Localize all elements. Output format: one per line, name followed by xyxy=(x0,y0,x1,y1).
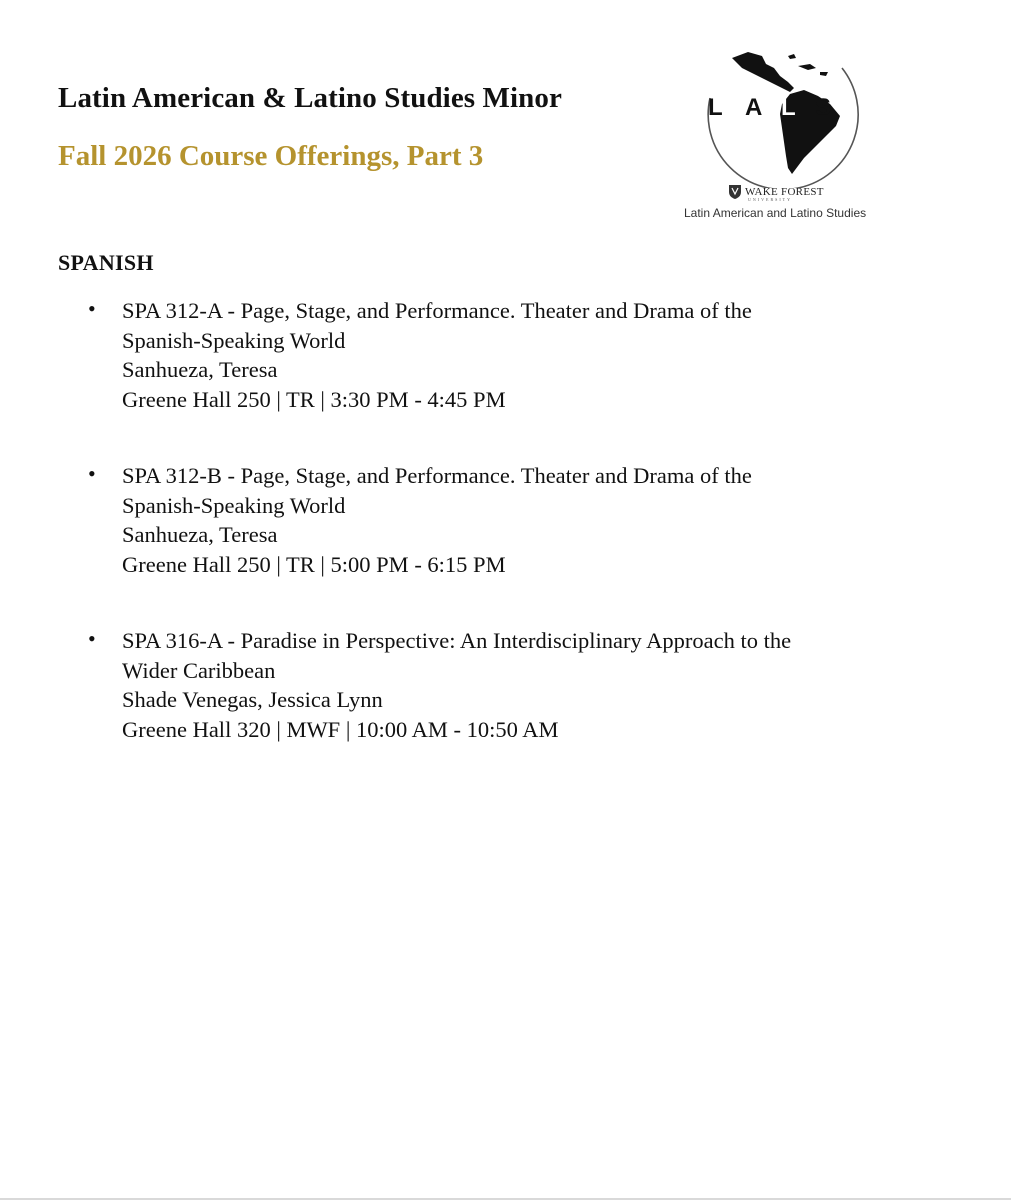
logo-caption: Latin American and Latino Studies xyxy=(684,206,867,220)
bullet: • xyxy=(88,461,96,486)
course-title-continued: Spanish-Speaking World xyxy=(122,327,346,353)
course-schedule: Greene Hall 320 | MWF | 10:00 AM - 10:50 AM xyxy=(122,716,559,742)
course-instructor: Sanhueza, Teresa xyxy=(122,522,278,547)
course-schedule: Greene Hall 250 | TR | 5:00 PM - 6:15 PM xyxy=(122,551,506,577)
course-title-continued: Spanish-Speaking World xyxy=(122,492,346,518)
wake-forest-shield-icon xyxy=(728,184,742,200)
course-instructor: Sanhueza, Teresa xyxy=(122,357,278,382)
course-title: SPA 312-A - Page, Stage, and Performance. Theater and Drama of the xyxy=(122,298,752,323)
course-item xyxy=(0,626,1011,744)
section-heading-spanish: SPANISH xyxy=(58,250,154,275)
course-title: SPA 316-A - Paradise in Perspective: An Interdisciplinary Approach to the xyxy=(122,628,792,653)
lals-logo xyxy=(670,38,890,228)
course-instructor: Shade Venegas, Jessica Lynn xyxy=(122,687,383,712)
logo-letter-s: S xyxy=(815,94,832,121)
course-item xyxy=(0,296,1011,414)
course-list xyxy=(0,296,1011,791)
university-name: WAKE FOREST xyxy=(745,186,824,198)
document-subtitle: Fall 2026 Course Offerings, Part 3 xyxy=(58,140,484,172)
bullet: • xyxy=(88,296,96,321)
course-item xyxy=(0,461,1011,579)
logo-letter-l: L xyxy=(708,94,723,121)
document-title: Latin American & Latino Studies Minor xyxy=(58,82,562,114)
logo-letter-a: A xyxy=(745,94,763,121)
university-subtitle: UNIVERSITY xyxy=(748,197,792,202)
bullet: • xyxy=(88,626,96,651)
course-title: SPA 312-B - Page, Stage, and Performance. Theater and Drama of the xyxy=(122,463,752,488)
course-schedule: Greene Hall 250 | TR | 3:30 PM - 4:45 PM xyxy=(122,386,506,412)
course-title-continued: Wider Caribbean xyxy=(122,657,276,683)
latin-america-map-icon xyxy=(670,38,890,188)
logo-letter-l-second: L xyxy=(781,94,796,121)
